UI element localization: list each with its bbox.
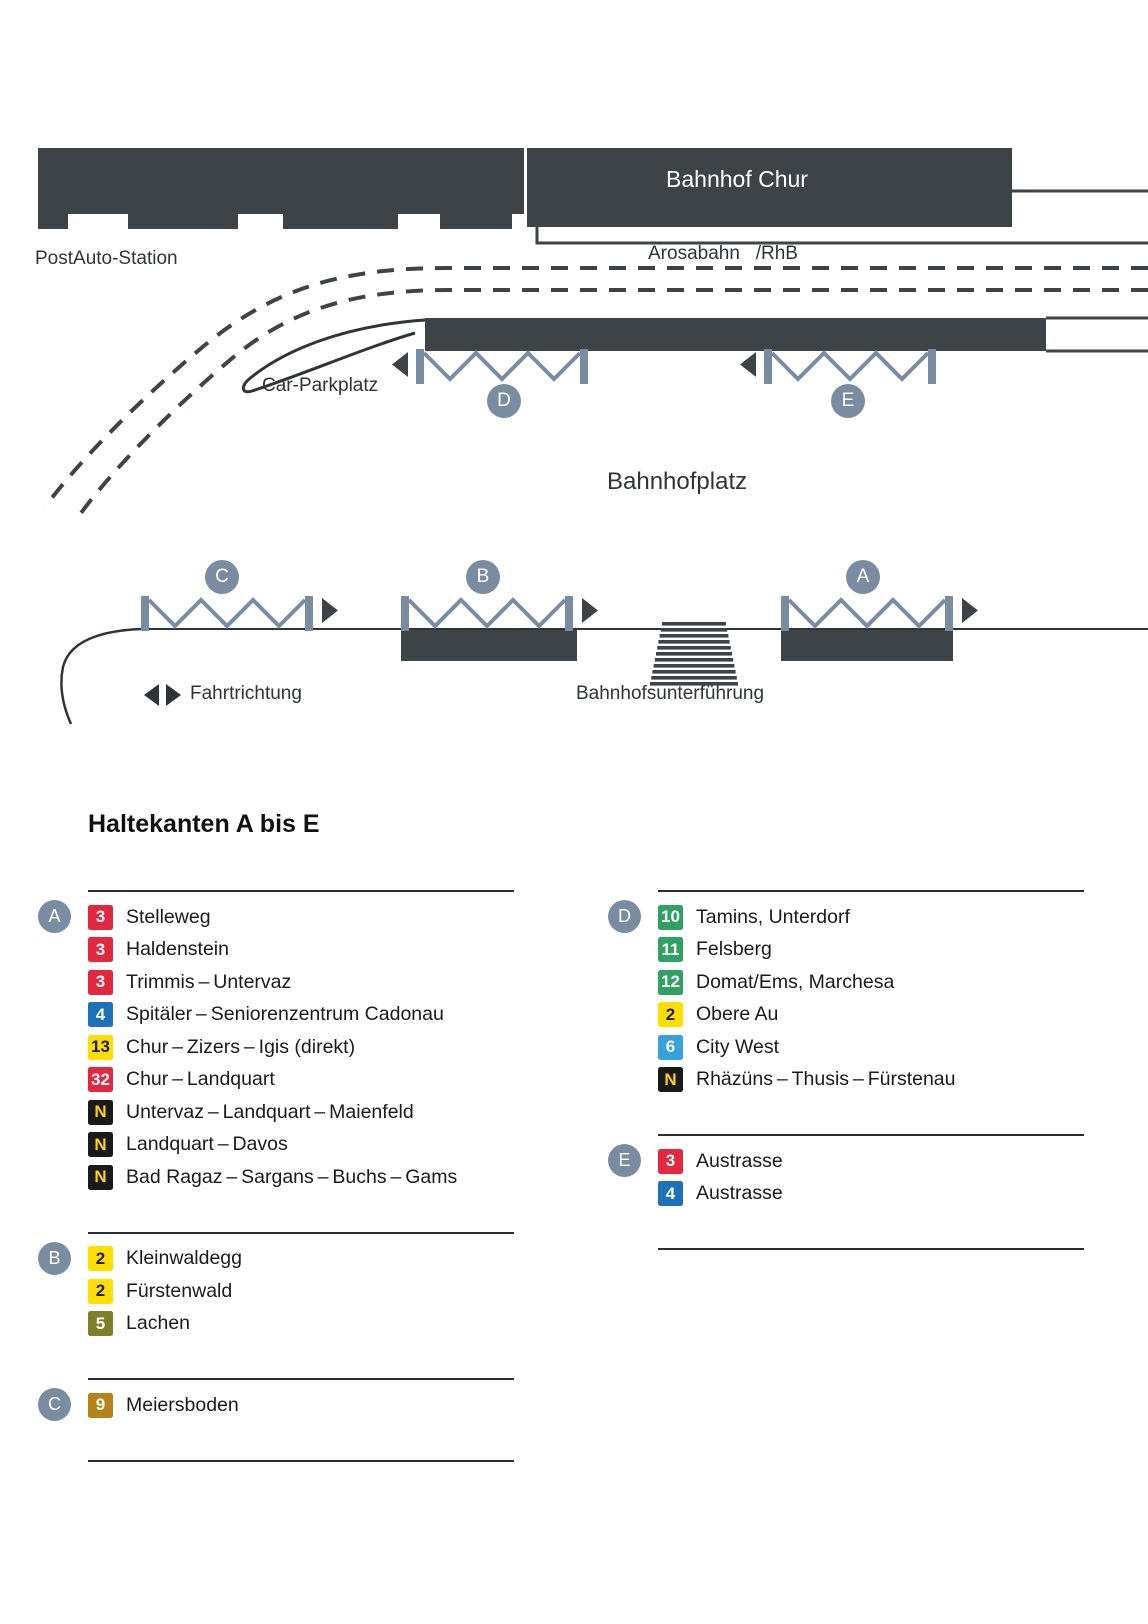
legend-stop-circle-b: B xyxy=(38,1242,71,1275)
legend-section-a xyxy=(38,890,518,1194)
line-destination: Rhäzüns – Thusis – Fürstenau xyxy=(696,1068,956,1091)
line-row xyxy=(88,1389,518,1422)
line-destination: Spitäler – Seniorenzentrum Cadonau xyxy=(126,1003,444,1026)
line-number-badge: N xyxy=(88,1100,113,1125)
line-destination: Austrasse xyxy=(696,1149,783,1172)
line-destination: Austrasse xyxy=(696,1182,783,1205)
line-number-badge: 12 xyxy=(658,970,683,995)
line-row xyxy=(88,966,518,999)
line-number-badge: 2 xyxy=(88,1246,113,1271)
section-divider xyxy=(658,1248,1084,1250)
line-number-badge: 4 xyxy=(88,1002,113,1027)
section-divider xyxy=(658,1134,1084,1136)
line-row xyxy=(658,966,1088,999)
map-stop-marker-c: C xyxy=(205,560,239,594)
line-number-badge: N xyxy=(88,1165,113,1190)
line-row xyxy=(658,1178,1088,1211)
line-number-badge: 3 xyxy=(88,937,113,962)
line-row xyxy=(88,1129,518,1162)
platform-b xyxy=(401,630,577,661)
line-row xyxy=(88,1243,518,1276)
car-parkplatz-label: Car-Parkplatz xyxy=(262,375,379,396)
line-row xyxy=(658,1145,1088,1178)
unterfuehrung-label: Bahnhofsunterführung xyxy=(576,683,765,704)
legend-section-d xyxy=(608,890,1088,1096)
line-destination: Lachen xyxy=(126,1312,190,1335)
legend-column-left xyxy=(38,890,518,1471)
section-divider xyxy=(88,1378,514,1380)
line-destination: Bad Ragaz – Sargans – Buchs – Gams xyxy=(126,1165,458,1188)
railway-track-outer xyxy=(45,268,1148,507)
line-row xyxy=(658,901,1088,934)
line-row xyxy=(88,1031,518,1064)
direction-arrow-b xyxy=(582,598,598,623)
direction-arrow-d xyxy=(392,352,408,377)
line-row xyxy=(88,1308,518,1341)
line-destination: Chur – Landquart xyxy=(126,1068,275,1091)
line-number-badge: 2 xyxy=(658,1002,683,1027)
section-divider xyxy=(88,1232,514,1234)
line-number-badge: 2 xyxy=(88,1279,113,1304)
line-row xyxy=(88,1064,518,1097)
legend-title: Haltekanten A bis E xyxy=(88,810,320,838)
map-stop-marker-d: D xyxy=(487,384,521,418)
line-destination: Felsberg xyxy=(696,938,772,961)
bus-loop-curve xyxy=(61,629,141,724)
legend-stop-circle-d: D xyxy=(608,900,641,933)
line-number-badge: 3 xyxy=(88,970,113,995)
line-destination: Kleinwaldegg xyxy=(126,1247,243,1270)
line-row xyxy=(658,1064,1088,1097)
line-destination: Domat/Ems, Marchesa xyxy=(696,970,895,993)
fahrtrichtung-arrows-icon xyxy=(144,684,181,706)
line-destination: City West xyxy=(696,1035,780,1058)
direction-arrow-c xyxy=(322,598,338,623)
line-row xyxy=(88,1161,518,1194)
postauto-building xyxy=(38,148,524,229)
legend-column-right xyxy=(608,890,1088,1259)
line-number-badge: N xyxy=(658,1067,683,1092)
line-number-badge: 6 xyxy=(658,1035,683,1060)
line-number-badge: 9 xyxy=(88,1393,113,1418)
section-divider xyxy=(88,1460,514,1462)
section-divider xyxy=(88,890,514,892)
bahnhof-chur-label: Bahnhof Chur xyxy=(666,166,808,192)
stop-c-canopy xyxy=(141,596,338,631)
line-destination: Fürstenwald xyxy=(126,1279,233,1302)
platform-de xyxy=(425,318,1148,351)
line-destination: Tamins, Unterdorf xyxy=(696,905,850,928)
underpass-stairs xyxy=(650,622,738,686)
line-number-badge: 5 xyxy=(88,1311,113,1336)
line-row xyxy=(658,999,1088,1032)
section-divider xyxy=(658,890,1084,892)
station-map xyxy=(0,0,1148,770)
line-number-badge: N xyxy=(88,1132,113,1157)
line-destination: Obere Au xyxy=(696,1003,779,1026)
fahrtrichtung-label: Fahrtrichtung xyxy=(190,683,302,704)
line-row xyxy=(658,1031,1088,1064)
line-destination: Landquart – Davos xyxy=(126,1133,288,1156)
railway-tracks-dashed xyxy=(45,268,1148,520)
line-destination: Meiersboden xyxy=(126,1393,239,1416)
map-stop-marker-a: A xyxy=(846,560,880,594)
postauto-station-label: PostAuto-Station xyxy=(35,248,178,269)
legend-stop-circle-c: C xyxy=(38,1388,71,1421)
line-row xyxy=(658,934,1088,967)
line-destination: Haldenstein xyxy=(126,938,229,961)
legend-section-e xyxy=(608,1134,1088,1210)
arosabahn-label: Arosabahn /RhB xyxy=(648,243,798,264)
line-number-badge: 4 xyxy=(658,1181,683,1206)
bahnhofplatz-label: Bahnhofplatz xyxy=(607,468,748,495)
platform-a xyxy=(781,630,953,661)
line-row xyxy=(88,1096,518,1129)
line-destination: Chur – Zizers – Igis (direkt) xyxy=(126,1035,356,1058)
line-row xyxy=(88,999,518,1032)
line-number-badge: 13 xyxy=(88,1035,113,1060)
stop-e-canopy xyxy=(740,349,936,384)
line-number-badge: 3 xyxy=(658,1149,683,1174)
line-destination: Stelleweg xyxy=(126,905,211,928)
line-number-badge: 3 xyxy=(88,905,113,930)
line-row xyxy=(88,1275,518,1308)
stop-d-canopy xyxy=(392,349,588,384)
line-number-badge: 11 xyxy=(658,937,683,962)
line-number-badge: 32 xyxy=(88,1067,113,1092)
line-number-badge: 10 xyxy=(658,905,683,930)
map-stop-marker-e: E xyxy=(831,384,865,418)
legend-stop-circle-e: E xyxy=(608,1144,641,1177)
line-destination: Untervaz – Landquart – Maienfeld xyxy=(126,1100,414,1123)
direction-arrow-a xyxy=(962,598,978,623)
direction-arrow-e xyxy=(740,352,756,377)
line-row xyxy=(88,934,518,967)
line-destination: Trimmis – Untervaz xyxy=(126,970,292,993)
map-stop-marker-b: B xyxy=(466,560,500,594)
legend-section-c xyxy=(38,1378,518,1422)
legend-section-b xyxy=(38,1232,518,1341)
line-row xyxy=(88,901,518,934)
legend-stop-circle-a: A xyxy=(38,900,71,933)
